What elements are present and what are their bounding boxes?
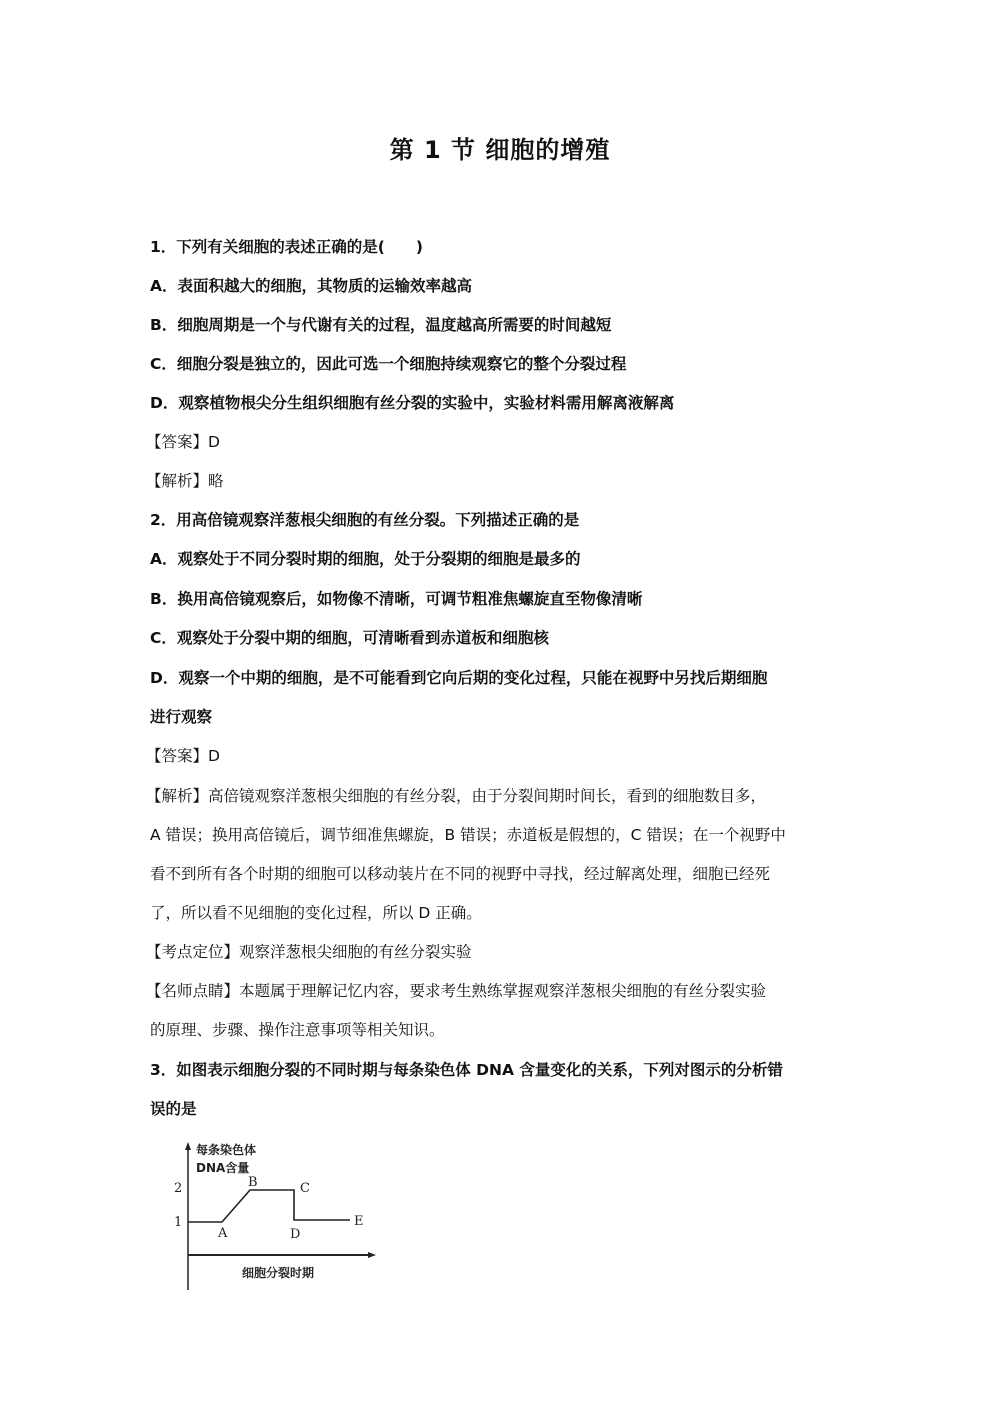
- y-axis-arrow-icon: [185, 1142, 191, 1150]
- question-2-analysis-line-4: 了，所以看不见细胞的变化过程，所以 D 正确。: [150, 904, 482, 922]
- point-label-a: A: [218, 1226, 228, 1241]
- question-1-option-d: D．观察植物根尖分生组织细胞有丝分裂的实验中，实验材料需用解离液解离: [150, 394, 675, 412]
- point-label-d: D: [290, 1227, 301, 1242]
- question-2-analysis-line-3: 看不到所有各个时期的细胞可以移动装片在不同的视野中寻找，经过解离处理，细胞已经死: [150, 865, 771, 883]
- question-2-stem: 2．用高倍镜观察洋葱根尖细胞的有丝分裂。下列描述正确的是: [150, 511, 580, 529]
- y-tick-2: 2: [174, 1181, 183, 1196]
- page-title: 第 1 节 细胞的增殖: [389, 136, 611, 164]
- question-1-stem: 1．下列有关细胞的表述正确的是( ): [150, 238, 423, 256]
- question-2-option-d: D．观察一个中期的细胞，是不可能看到它向后期的变化过程，只能在视野中另找后期细胞: [150, 669, 768, 687]
- y-axis-label-line-1: 每条染色体: [196, 1143, 257, 1157]
- question-2-mingshi-line-1: 【名师点睛】本题属于理解记忆内容，要求考生熟练掌握观察洋葱根尖细胞的有丝分裂实验: [146, 982, 767, 1000]
- question-1-option-a: A．表面积越大的细胞，其物质的运输效率越高: [150, 277, 472, 295]
- chart-svg: [170, 1140, 390, 1290]
- point-label-b: B: [248, 1175, 258, 1190]
- question-2-analysis-line-2: A 错误；换用高倍镜后，调节细准焦螺旋，B 错误；赤道板是假想的，C 错误；在一个视野中: [150, 826, 786, 844]
- question-2-answer: 【答案】D: [146, 747, 220, 765]
- point-label-e: E: [354, 1214, 364, 1229]
- question-1-analysis: 【解析】略: [146, 472, 224, 490]
- y-tick-1: 1: [174, 1215, 183, 1230]
- x-axis-arrow-icon: [368, 1252, 376, 1258]
- question-2-mingshi-line-2: 的原理、步骤、操作注意事项等相关知识。: [150, 1021, 445, 1039]
- point-label-c: C: [300, 1181, 310, 1196]
- question-1-answer: 【答案】D: [146, 433, 220, 451]
- question-1-option-c: C．细胞分裂是独立的，因此可选一个细胞持续观察它的整个分裂过程: [150, 355, 627, 373]
- question-2-option-c: C．观察处于分裂中期的细胞，可清晰看到赤道板和细胞核: [150, 629, 549, 647]
- question-3-stem-line-1: 3．如图表示细胞分裂的不同时期与每条染色体 DNA 含量变化的关系，下列对图示的分析错: [150, 1061, 783, 1079]
- question-2-option-a: A．观察处于不同分裂时期的细胞，处于分裂期的细胞是最多的: [150, 550, 581, 568]
- question-1-option-b: B．细胞周期是一个与代谢有关的过程，温度越高所需要的时间越短: [150, 316, 612, 334]
- question-2-option-d-cont: 进行观察: [150, 708, 213, 726]
- x-axis-label: 细胞分裂时期: [242, 1266, 315, 1280]
- question-2-kaodian: 【考点定位】观察洋葱根尖细胞的有丝分裂实验: [146, 943, 472, 961]
- question-3-stem-line-2: 误的是: [150, 1100, 197, 1118]
- question-2-analysis-line-1: 【解析】高倍镜观察洋葱根尖细胞的有丝分裂，由于分裂间期时间长，看到的细胞数目多，: [146, 787, 767, 805]
- dna-curve: [188, 1190, 350, 1222]
- question-2-option-b: B．换用高倍镜观察后，如物像不清晰，可调节粗准焦螺旋直至物像清晰: [150, 590, 643, 608]
- y-axis-label-line-2: DNA含量: [196, 1161, 250, 1175]
- dna-content-chart: [170, 1140, 390, 1285]
